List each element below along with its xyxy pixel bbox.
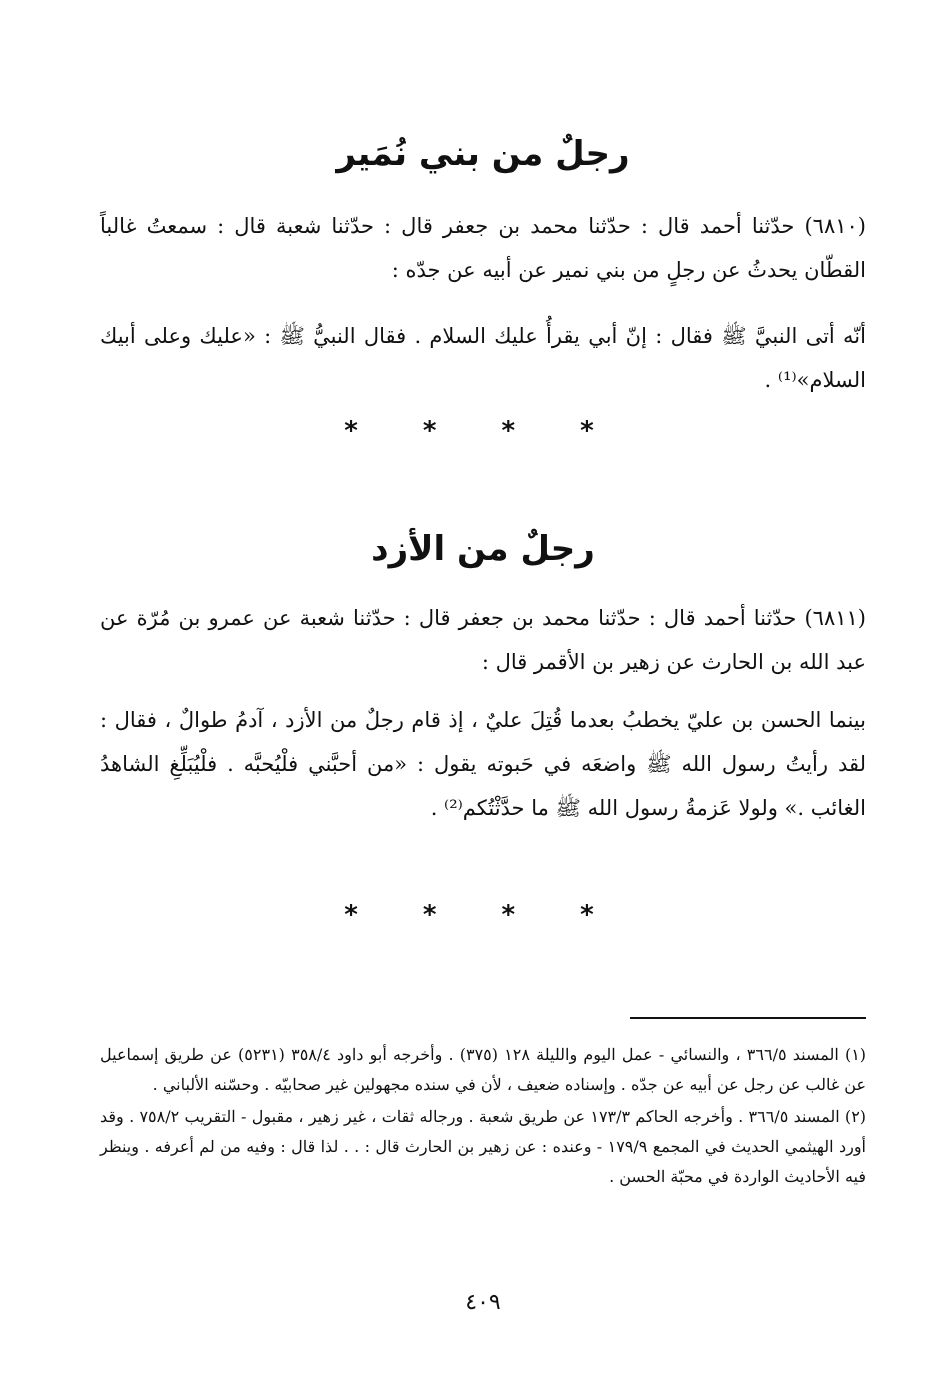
section-title-al-azd: رجلٌ من الأزد [371, 529, 595, 569]
isnad-text: (٦٨١١) حدّثنا أحمد قال : حدّثنا محمد بن جعفر قال : حدّثنا شعبة عن عمرو بن مُرّة عن عبد الله بن الحارث عن زهير بن الأقمر قال : [100, 606, 866, 674]
hadith-6810-matn [100, 314, 866, 402]
matn-text: بينما الحسن بن عليّ يخطبُ بعدما قُتِلَ عليٌ ، إذ قام رجلٌ من الأزد ، آدمُ طوالٌ ، فقال : لقد رأيتُ رسول الله ﷺ واضعَه في حَبوته يقول : «من أحبَّني فلْيُحبَّه . فلْيُبَلِّغِ الشاهدُ الغائب .» ولولا عَزمةُ رسول الله ﷺ ما حدَّثْتُكم⁽²⁾ . [100, 708, 866, 820]
footnote-2: (٢) المسند ٣٦٦/٥ . وأخرجه الحاكم ١٧٣/٣ عن طريق شعبة . ورجاله ثقات ، غير زهير ، مقبول - التقريب ٧٥٨/٢ . وقد أورد الهيثمي الحديث في المجمع ١٧٩/٩ - وعنده : عن زهير بن الحارث قال : . . لذا قال : وفيه من لم أعرفه . وينظر فيه الأحاديث الواردة في محبّة الحسن . [100, 1107, 867, 1186]
section-title-bani-numayr: رجلٌ من بني نُمَير [336, 134, 630, 174]
hadith-6811-matn [100, 698, 866, 830]
matn-text: أنّه أتى النبيَّ ﷺ فقال : إنّ أبي يقرأُ عليك السلام . فقال النبيُّ ﷺ : «عليك وعلى أبيك السلام»⁽¹⁾ . [100, 324, 866, 392]
hadith-6811-isnad [100, 596, 866, 684]
footnote-1: (١) المسند ٣٦٦/٥ ، والنسائي - عمل اليوم والليلة ١٢٨ (٣٧٥) . وأخرجه أبو داود ٣٥٨/٤ (٥٢٣١) عن طريق إسماعيل عن غالب عن رجل عن أبيه عن جدّه . وإسناده ضعيف ، لأن في سنده مجهولين غير صحابيّه . وحسّنه الألباني . [100, 1045, 867, 1094]
hadith-6810-isnad [100, 204, 866, 292]
section-separator: * * * * [344, 900, 622, 930]
section-separator: * * * * [344, 416, 622, 446]
isnad-text: (٦٨١٠) حدّثنا أحمد قال : حدّثنا محمد بن جعفر قال : حدّثنا شعبة قال : سمعتُ غالباً القطّان يحدثُ عن رجلٍ من بني نمير عن أبيه عن جدّه : [100, 214, 866, 282]
footnotes [100, 1040, 866, 1194]
book-page [100, 0, 866, 1375]
footnote-rule [630, 1017, 866, 1019]
page-number: ٤٠٩ [465, 1290, 501, 1315]
